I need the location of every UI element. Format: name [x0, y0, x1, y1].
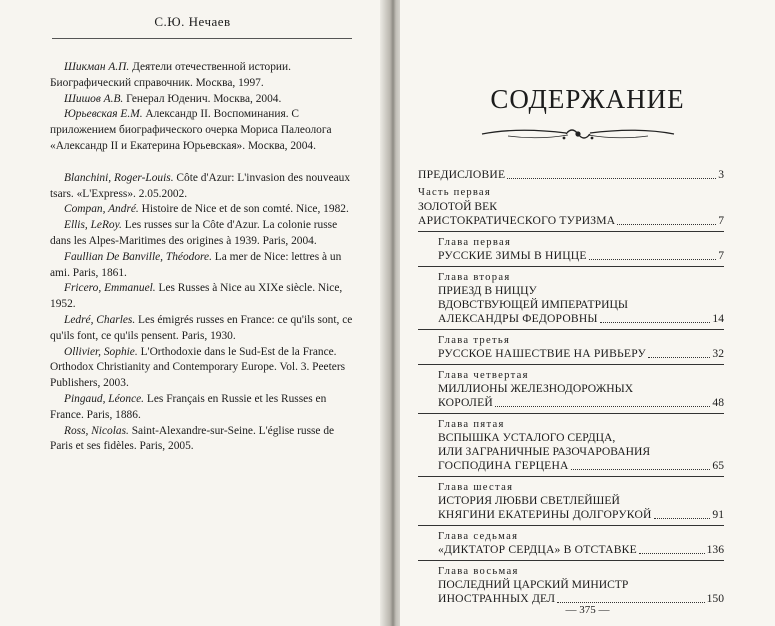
- entry-text: Деятели отечественной истории. Биографический справочник. Москва, 1997.: [50, 61, 291, 89]
- title-ornament-icon: [478, 124, 678, 144]
- leader-dots: [557, 602, 704, 603]
- entry-author: Pingaud, Léonce.: [64, 392, 145, 405]
- bibliography-entry: [50, 392, 355, 424]
- page-number: — 375 —: [565, 604, 610, 616]
- entry-text: Генерал Юденич. Москва, 2004.: [123, 92, 282, 105]
- chapter-title: ИСТОРИЯ ЛЮБВИ СВЕТЛЕЙШЕЙ: [438, 494, 620, 507]
- chapter-title: ВСПЫШКА УСТАЛОГО СЕРДЦА,: [438, 431, 616, 444]
- bibliography-entry: [50, 424, 355, 456]
- chapter-divider: [418, 560, 724, 561]
- chapter-title: «ДИКТАТОР СЕРДЦА» В ОТСТАВКЕ: [438, 543, 637, 556]
- chapter-title: РУССКОЕ НАШЕСТВИЕ НА РИВЬЕРУ: [438, 347, 646, 360]
- toc-entry-chapter[interactable]: [418, 312, 724, 326]
- entry-author: Ledré, Charles.: [64, 313, 136, 326]
- chapter-label: Глава восьмая: [438, 566, 519, 577]
- toc-entry-chapter[interactable]: [418, 508, 724, 522]
- entry-text: Saint-Alexandre-sur-Seine. L'église russe de Paris et ses fidèles. Paris, 2005.: [50, 424, 335, 453]
- toc-entry-title: ПРЕДИСЛОВИЕ: [418, 168, 506, 181]
- chapter-title: ПРИЕЗД В НИЦЦУ: [438, 284, 537, 297]
- entry-text: Les Français en Russie et les Russes en France. Paris, 1886.: [50, 392, 327, 421]
- left-page: [0, 0, 385, 626]
- toc-page-number: 7: [718, 249, 724, 262]
- chapter-label: Глава пятая: [438, 419, 505, 430]
- chapter-title: МИЛЛИОНЫ ЖЕЛЕЗНОДОРОЖНЫХ: [438, 382, 634, 395]
- chapter-label: Глава первая: [438, 237, 512, 248]
- chapter-title: АЛЕКСАНДРЫ ФЕДОРОВНЫ: [438, 312, 598, 325]
- entry-text: Histoire de Nice et de son comté. Nice, 1982.: [138, 203, 349, 216]
- bibliography-entry: [50, 171, 355, 203]
- entry-author: Шишов А.В.: [64, 92, 124, 105]
- entry-author: Юрьевская Е.М.: [64, 108, 143, 121]
- entry-text: La mer de Nice: lettres à un ami. Paris, 1861.: [50, 250, 342, 279]
- bibliography-entry: [50, 313, 355, 345]
- chapter-title: РУССКИЕ ЗИМЫ В НИЦЦЕ: [438, 249, 587, 262]
- toc-entry-chapter[interactable]: [418, 347, 724, 361]
- entry-author: Fricero, Emmanuel.: [64, 282, 156, 295]
- entry-author: Faullian De Banville, Théodore.: [64, 250, 212, 263]
- chapter-divider: [418, 364, 724, 365]
- toc-entry-chapter[interactable]: [418, 459, 724, 473]
- chapter-title: ВДОВСТВУЮЩЕЙ ИМПЕРАТРИЦЫ: [438, 298, 628, 311]
- leader-dots: [507, 178, 716, 179]
- chapter-label: Глава четвертая: [438, 370, 529, 381]
- leader-dots: [571, 469, 711, 470]
- section-gap: [50, 155, 355, 171]
- toc-page-number: 91: [712, 508, 724, 521]
- toc-page-number: 150: [706, 592, 724, 605]
- leader-dots: [648, 357, 710, 358]
- toc-entry-preface[interactable]: [418, 168, 724, 182]
- toc-page-number: 32: [712, 347, 724, 360]
- page-title: СОДЕРЖАНИЕ: [490, 84, 685, 114]
- entry-text: Les russes sur la Côte d'Azur. La colonie russe dans les Alpes-Maritimes des origines à 1939. Paris, 2004.: [50, 219, 338, 247]
- bibliography-entry: [50, 60, 355, 92]
- chapter-divider: [418, 525, 724, 526]
- chapter-title: ИНОСТРАННЫХ ДЕЛ: [438, 592, 556, 605]
- chapter-divider: [418, 413, 724, 414]
- toc-page-number: 3: [718, 168, 724, 181]
- entry-text: Александр II. Воспоминания. С приложением биографического очерка Мориса Палеолога «Александр II и Екатерина Юрьевская». Москва, 2004.: [50, 108, 332, 152]
- entry-author: Ollivier, Sophie.: [64, 345, 138, 358]
- chapter-title: ПОСЛЕДНИЙ ЦАРСКИЙ МИНИСТР: [438, 578, 629, 591]
- part-label: Часть первая: [418, 187, 491, 198]
- bibliography-entry: [50, 250, 355, 282]
- toc-entry-chapter[interactable]: [418, 396, 724, 410]
- chapter-title: ГОСПОДИНА ГЕРЦЕНА: [438, 459, 569, 472]
- chapter-divider: [418, 266, 724, 267]
- chapter-label: Глава третья: [438, 335, 511, 346]
- bibliography-entry: [50, 202, 355, 218]
- entry-author: Compan, André.: [64, 203, 139, 216]
- entry-text: Les Russes à Nice au XIXe siècle. Nice, 1952.: [50, 282, 343, 311]
- bibliography-entry: [50, 281, 355, 313]
- running-head: С.Ю. Нечаев: [154, 14, 231, 29]
- leader-dots: [639, 553, 705, 554]
- leader-dots: [600, 322, 711, 323]
- entry-author: Ross, Nicolas.: [64, 424, 129, 437]
- chapter-divider: [418, 329, 724, 330]
- toc-page-number: 7: [718, 214, 724, 227]
- chapter-label: Глава шестая: [438, 482, 514, 493]
- entry-text: L'Orthodoxie dans le Sud-Est de la France. Orthodox Christianity and Contemporary Europe. Vol. 3. Peeters Publishers, 2003.: [50, 345, 346, 390]
- table-of-contents: [418, 168, 724, 606]
- chapter-divider: [418, 231, 724, 232]
- toc-entry-chapter[interactable]: [418, 543, 724, 557]
- bibliography-entry: [50, 345, 355, 392]
- toc-page-number: 14: [712, 312, 724, 325]
- chapter-divider: [418, 476, 724, 477]
- leader-dots: [617, 224, 716, 225]
- bibliography-entry: [50, 218, 355, 250]
- leader-dots: [589, 259, 717, 260]
- leader-dots: [654, 518, 711, 519]
- toc-entry-chapter[interactable]: [418, 249, 724, 263]
- toc-entry-part[interactable]: [418, 214, 724, 228]
- part-title-continued: АРИСТОКРАТИЧЕСКОГО ТУРИЗМА: [418, 214, 616, 227]
- header-rule: [52, 38, 352, 39]
- entry-author: Ellis, LeRoy.: [64, 219, 122, 232]
- chapter-label: Глава седьмая: [438, 531, 519, 542]
- entry-text: Les émigrés russes en France: ce qu'ils sont, ce qu'ils font, ce qu'ils pensent. Paris, 1930.: [50, 313, 353, 342]
- chapter-label: Глава вторая: [438, 272, 511, 283]
- leader-dots: [495, 406, 710, 407]
- chapter-title: КНЯГИНИ ЕКАТЕРИНЫ ДОЛГОРУКОЙ: [438, 508, 652, 521]
- entry-author: Blanchini, Roger-Louis.: [64, 171, 174, 184]
- entry-text: Côte d'Azur: L'invasion des nouveaux tsars. «L'Express». 2.05.2002.: [50, 171, 351, 200]
- toc-page-number: 48: [712, 396, 724, 409]
- chapter-title: КОРОЛЕЙ: [438, 396, 493, 409]
- toc-page-number: 65: [712, 459, 724, 472]
- bibliography-list: [50, 60, 355, 455]
- toc-page-number: 136: [706, 543, 724, 556]
- chapter-title: ИЛИ ЗАГРАНИЧНЫЕ РАЗОЧАРОВАНИЯ: [438, 445, 651, 458]
- bibliography-entry: [50, 107, 355, 154]
- bibliography-entry: [50, 92, 355, 108]
- entry-author: Шикман А.П.: [64, 61, 130, 73]
- part-title: ЗОЛОТОЙ ВЕК: [418, 200, 497, 213]
